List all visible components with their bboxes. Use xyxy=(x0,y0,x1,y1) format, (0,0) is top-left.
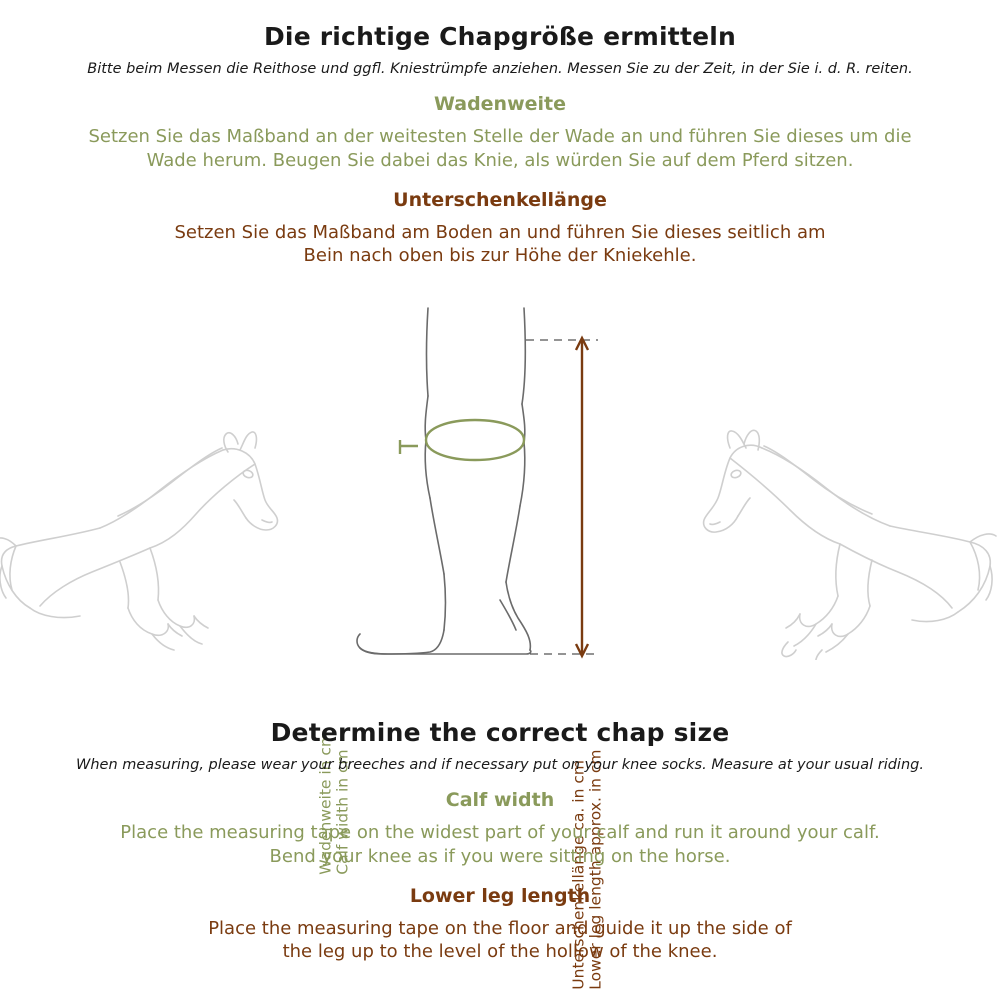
lower-leg-length-label-en: Lower leg length approx. in cm xyxy=(586,749,605,990)
calf-width-label-en: Calf width in cm xyxy=(333,749,352,875)
calf-width-label-de: Wadenweite in cm xyxy=(316,731,335,875)
english-section-length-line1: Place the measuring tape on the floor and guide it up the side of xyxy=(208,917,792,939)
english-section-length-heading: Lower leg length xyxy=(409,884,591,907)
german-title: Die richtige Chapgröße ermitteln xyxy=(263,22,737,51)
english-section-length-line2: the leg up to the level of the hollow of the knee. xyxy=(282,941,718,963)
leg-diagram xyxy=(330,300,690,700)
leg-outline xyxy=(357,308,531,654)
english-section-calf-line1: Place the measuring tape on the widest part of your calf and run it around your calf. xyxy=(120,822,880,843)
lower-leg-length-label-de: Unterschenkellänge ca. in cm xyxy=(569,760,588,990)
calf-tape-marker xyxy=(426,420,524,460)
guide-lines xyxy=(526,340,598,654)
english-title: Determine the correct chap size xyxy=(270,718,730,747)
horse-sketch-left-icon xyxy=(0,350,300,660)
lower-leg-length-arrow xyxy=(576,338,588,656)
german-section-length-line2: Bein nach oben bis zur Höhe der Kniekehle. xyxy=(303,245,697,267)
english-section-calf-line2: Bend your knee as if you were sitting on the horse. xyxy=(269,845,731,867)
german-section-calf-line2: Wade herum. Beugen Sie dabei das Knie, als würden Sie auf dem Pferd sitzen. xyxy=(146,149,854,171)
german-section-calf-line1: Setzen Sie das Maßband an der weitesten Stelle der Wade an und führen Sie dieses um die xyxy=(88,126,912,147)
german-section-length-heading: Unterschenkellänge xyxy=(393,188,607,211)
german-section-length-line1: Setzen Sie das Maßband am Boden an und führen Sie dieses seitlich am xyxy=(174,221,826,243)
german-text-block xyxy=(0,22,1000,268)
german-section-calf-heading: Wadenweite xyxy=(433,93,567,115)
german-subtitle: Bitte beim Messen die Reithose und ggfl. Kniestrümpfe anziehen. Messen Sie zu der Zeit, in der Sie i. d. R. reiten. xyxy=(87,61,913,77)
english-subtitle: When measuring, please wear your breeches and if necessary put on your knee socks. Measure at your usual riding. xyxy=(76,757,924,773)
calf-tape-tab xyxy=(400,440,418,454)
english-section-calf-heading: Calf width xyxy=(445,789,555,811)
english-text-block xyxy=(0,718,1000,964)
horse-sketch-right-icon xyxy=(700,350,1000,660)
